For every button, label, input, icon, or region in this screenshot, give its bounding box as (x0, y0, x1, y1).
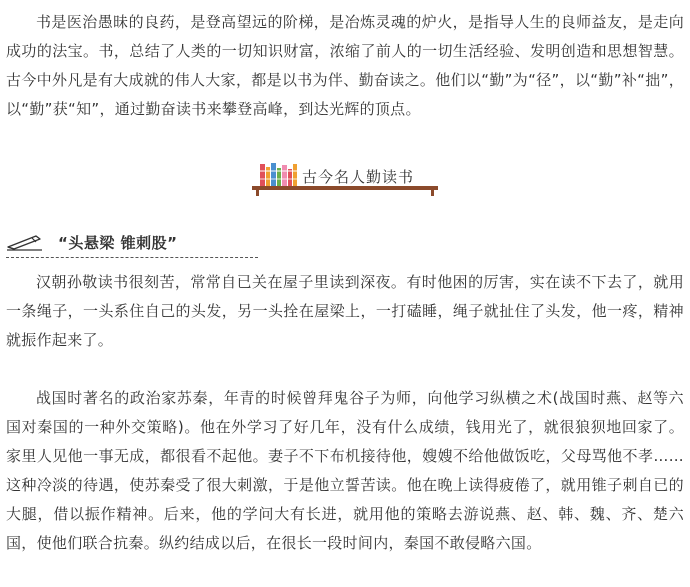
story-heading (6, 228, 306, 258)
story-paragraph-sun-jing: 汉朝孙敬读书很刻苦，常常自已关在屋子里读到深夜。有时他困的厉害，实在读不下去了，就用一条绳子，一头系住自己的头发，另一头拴在屋梁上，一打磕睡，绳子就扯住了头发，他一疼，精神就振作起来了。 (6, 273, 684, 349)
dashed-divider (6, 257, 258, 258)
pen-icon (6, 232, 44, 252)
story-heading-text: “头悬梁 锥刺股” (58, 234, 178, 252)
book-icon (282, 165, 287, 186)
book-icon (271, 163, 276, 186)
shelf-leg (256, 190, 259, 196)
book-icon (266, 167, 270, 186)
section-banner (252, 160, 438, 200)
story-paragraph-su-qin: 战国时著名的政治家苏秦，年青的时候曾拜鬼谷子为师，向他学习纵横之术(战国时燕、赵等六国对秦国的一种外交策略)。他在外学习了好几年，没有什么成绩，钱用光了，就很狼狈地回家了。家里人见他一事无成，都很看不起他。妻子不下布机接待他，嫂嫂不给他做饭吃，父母骂他不孝……这种冷淡的待遇，使苏秦受了很大刺激，于是他立誓苦读。他在晚上读得疲倦了，就用锥子刺自已的大腿，借以振作精神。后来，他的学问大有长进，就用他的策略去游说燕、赵、韩、魏、齐、楚六国，使他们联合抗秦。纵约结成以后，在很长一段时间内，秦国不敢侵略六国。 (6, 389, 684, 552)
book-icon (260, 164, 265, 186)
shelf-leg (431, 190, 434, 196)
intro-paragraph: 书是医治愚昧的良药，是登高望远的阶梯，是冶炼灵魂的炉火，是指导人生的良师益友，是走向成功的法宝。书，总结了人类的一切知识财富，浓缩了前人的一切生活经验、发明创造和思想智慧。古今中外凡是有大成就的伟人大家，都是以书为伴、勤奋读之。他们以“勤”为“径”，以“勤”补“拙”，以“勤”获“知”，通过勤奋读书来攀登高峰，到达光辉的顶点。 (6, 13, 684, 118)
book-icon (293, 164, 297, 186)
section-title: 古今名人勤读书 (302, 168, 415, 186)
